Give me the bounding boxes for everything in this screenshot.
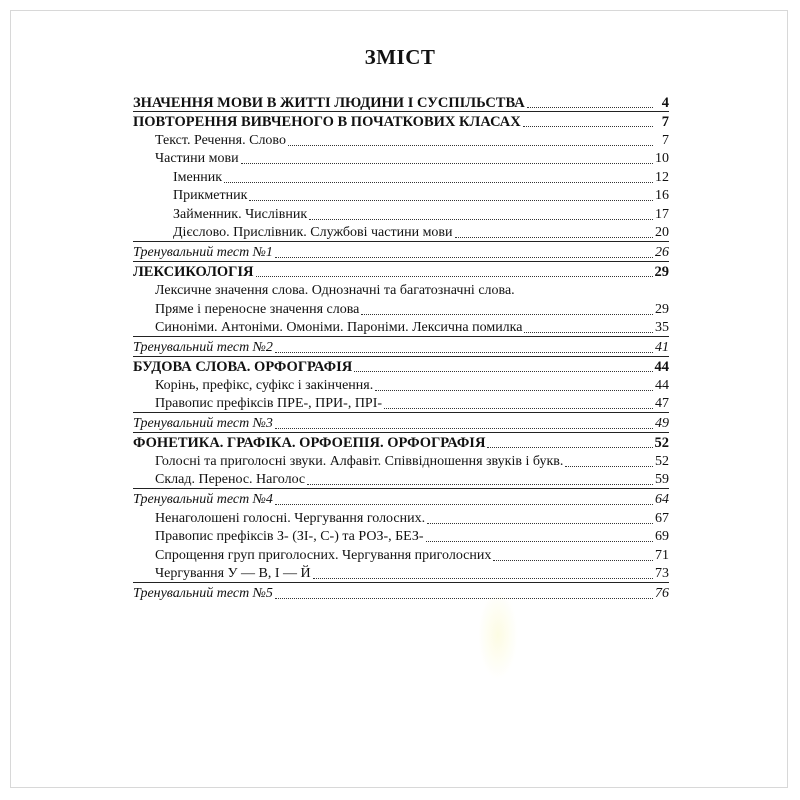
toc-entry-page: 35 [655,320,669,336]
toc-entry-title: ЛЕКСИКОЛОГІЯ [133,264,254,281]
toc-entry-title: Синоніми. Антоніми. Омоніми. Пароніми. Лексична помилка [155,320,523,336]
dot-leader [523,126,653,127]
toc-entry [133,299,669,318]
toc-entry-page: 7 [661,114,669,131]
dot-leader [426,541,653,542]
toc-entry-page: 20 [655,225,669,241]
dot-leader [249,200,653,201]
toc-entry [133,204,669,223]
toc-entry-page: 12 [655,169,669,185]
toc-entry [133,261,669,281]
toc-entry-page: 76 [655,585,669,601]
toc-entry-title: Тренувальний тест №3 [133,415,273,431]
toc-entry-page: 73 [655,566,669,582]
toc-entry-page: 4 [661,94,669,111]
dot-leader [307,484,653,485]
toc-entry-title: Займенник. Числівник [173,206,308,222]
toc-entry-page: 16 [655,188,669,204]
toc-entry-title: Тренувальний тест №5 [133,585,273,601]
dot-leader [493,560,653,561]
toc-entry [133,318,669,337]
dot-leader [384,408,653,409]
dot-leader [309,219,653,220]
dot-leader [361,314,653,315]
dot-leader [313,578,653,579]
toc-entry-title: Голосні та приголосні звуки. Алфавіт. Співвідношення звуків і букв. [155,453,564,469]
dot-leader [275,428,653,429]
toc-entry-title: Пряме і переносне значення слова [155,301,360,317]
toc-entry-page: 44 [654,359,669,376]
toc-entry-page: 26 [655,244,669,260]
toc-entry [133,186,669,205]
toc-entry-title: Лексичне значення слова. Однозначні та багатозначні слова. [155,283,515,299]
toc-entry-title: Корінь, префікс, суфікс і закінчення. [155,377,374,393]
toc-entry [133,451,669,470]
toc-entry-title: Спрощення груп приголосних. Чергування приголосних [155,547,492,563]
toc-entry [133,545,669,564]
toc-entry-title: Правопис префіксів З- (ЗІ-, С-) та РОЗ-, БЕЗ- [155,529,424,545]
dot-leader [455,237,653,238]
toc-entry-page: 59 [655,472,669,488]
toc-entry-title: ЗНАЧЕННЯ МОВИ В ЖИТТІ ЛЮДИНИ І СУСПІЛЬСТВА [133,94,525,111]
dot-leader [256,276,653,277]
dot-leader [275,257,653,258]
toc-entry-title: Ненаголошені голосні. Чергування голосних. [155,510,426,526]
toc-entry-page: 71 [655,547,669,563]
toc-entry-title: ФОНЕТИКА. ГРАФІКА. ОРФОЕПІЯ. ОРФОГРАФІЯ [133,435,486,452]
toc-entry [133,167,669,186]
toc-entry-page: 64 [655,492,669,508]
toc-entry [133,92,669,111]
toc-entry [133,508,669,527]
toc-entry-page: 29 [654,264,669,281]
toc-entry [133,149,669,168]
toc-entry-page: 10 [655,151,669,167]
dot-leader [487,447,652,448]
page-title: ЗМІСТ [364,45,436,69]
toc-entry-title: Склад. Перенос. Наголос [155,472,306,488]
toc-entry [133,375,669,394]
toc-entry [133,470,669,489]
dot-leader [241,163,653,164]
toc-entry-page: 69 [655,529,669,545]
toc-entry [133,564,669,583]
dot-leader [354,371,652,372]
dot-leader [275,598,653,599]
dot-leader [527,107,653,108]
toc-entry [133,356,669,376]
dot-leader [224,182,653,183]
toc-entry [133,223,669,242]
toc-entry [133,336,669,356]
dot-leader [275,504,653,505]
toc-entry-title: Іменник [173,169,223,185]
toc-entry-title: Тренувальний тест №2 [133,339,273,355]
toc-entry-title: Чергування У — В, І — Й [155,566,311,582]
toc-entry-title: Тренувальний тест №1 [133,244,273,260]
dot-leader [288,145,653,146]
toc-entry-page: 17 [655,206,669,222]
toc-entry [133,280,669,299]
toc-entry-page: 29 [655,301,669,317]
toc-entry [133,130,669,149]
dot-leader [427,523,653,524]
toc-entry-title: Частини мови [155,151,239,167]
paper-smudge [478,590,518,680]
toc-entry-page: 49 [655,415,669,431]
toc-entry [133,432,669,452]
dot-leader [375,390,653,391]
table-of-contents [133,92,669,602]
toc-entry-page: 67 [655,510,669,526]
toc-entry-page: 44 [655,377,669,393]
toc-entry-title: БУДОВА СЛОВА. ОРФОГРАФІЯ [133,359,353,376]
toc-entry-page: 41 [655,339,669,355]
toc-entry-title: Правопис префіксів ПРЕ-, ПРИ-, ПРІ- [155,396,383,412]
toc-entry-title: Текст. Речення. Слово [155,132,286,148]
toc-entry-page: 7 [662,132,669,148]
toc-entry [133,412,669,432]
toc-entry-page: 47 [655,396,669,412]
toc-entry [133,111,669,131]
toc-entry [133,527,669,546]
toc-entry [133,241,669,261]
toc-entry-page: 52 [655,453,669,469]
toc-entry [133,394,669,413]
toc-entry-page: 52 [654,435,669,452]
toc-entry-title: Прикметник [173,188,248,204]
toc-entry-title: Дієслово. Прислівник. Службові частини мови [173,225,453,241]
dot-leader [524,332,653,333]
toc-entry [133,582,669,602]
dot-leader [275,352,653,353]
toc-entry-title: Тренувальний тест №4 [133,492,273,508]
toc-entry [133,488,669,508]
dot-leader [565,466,653,467]
toc-entry-title: ПОВТОРЕННЯ ВИВЧЕНОГО В ПОЧАТКОВИХ КЛАСАХ [133,114,521,131]
